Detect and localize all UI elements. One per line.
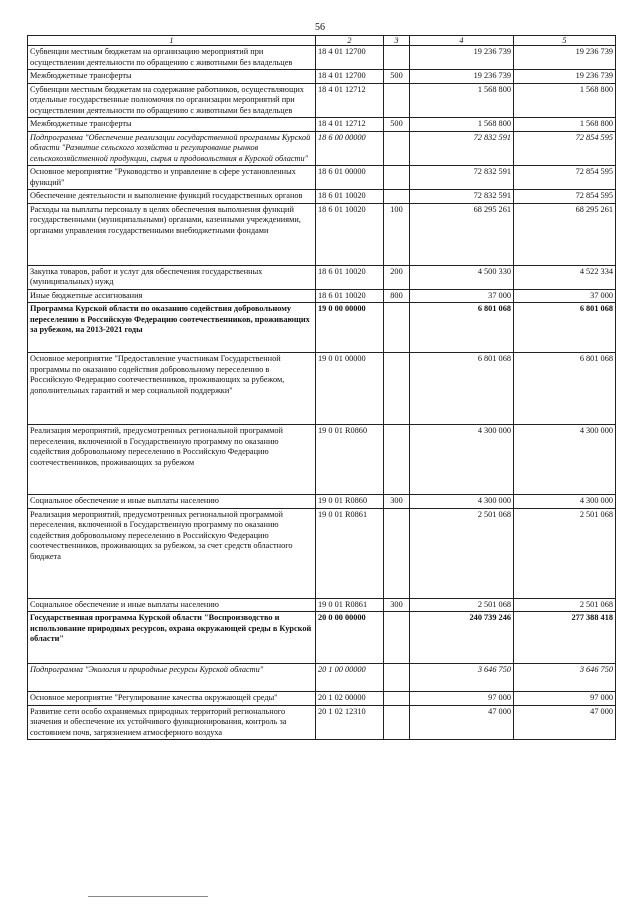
row-code: 18 4 01 12712 [316,83,384,118]
row-sum-1: 47 000 [410,705,514,740]
row-sum-2: 19 236 739 [514,70,616,84]
row-code: 20 1 00 00000 [316,664,384,692]
row-sum-1: 19 236 739 [410,46,514,70]
table-row [28,131,616,166]
table-row [28,46,616,70]
header-col-code: 2 [316,36,384,46]
row-sum-1: 2 501 068 [410,508,514,598]
row-sum-2: 72 854 595 [514,190,616,204]
row-sum-2: 68 295 261 [514,203,616,265]
row-expense-type [384,353,410,425]
row-name: Межбюджетные трансферты [28,70,316,84]
header-col-sum-1: 4 [410,36,514,46]
row-sum-1: 72 832 591 [410,166,514,190]
row-sum-2: 1 568 800 [514,118,616,132]
row-sum-1: 97 000 [410,692,514,706]
row-expense-type: 100 [384,203,410,265]
row-sum-2: 97 000 [514,692,616,706]
row-sum-2: 6 801 068 [514,303,616,353]
row-name: Основное мероприятие "Предоставление участникам Государственной программы по оказанию содействия добровольному переселению в Российскую Федерацию соотечественников, проживающих за рубежом, дополнительных гарантий и мер социальной поддержки" [28,353,316,425]
row-sum-2: 19 236 739 [514,46,616,70]
row-code: 18 6 01 10020 [316,289,384,303]
row-expense-type [384,692,410,706]
row-sum-1: 4 500 330 [410,265,514,289]
row-code: 18 6 01 00000 [316,166,384,190]
row-sum-1: 37 000 [410,289,514,303]
row-code: 18 6 00 00000 [316,131,384,166]
table-row [28,425,616,495]
row-code: 19 0 00 00000 [316,303,384,353]
row-sum-1: 6 801 068 [410,303,514,353]
row-name: Социальное обеспечение и иные выплаты населению [28,495,316,509]
row-expense-type [384,705,410,740]
row-expense-type [384,46,410,70]
table-row [28,265,616,289]
table-row [28,495,616,509]
row-name: Обеспечение деятельности и выполнение функций государственных органов [28,190,316,204]
row-sum-2: 6 801 068 [514,353,616,425]
row-sum-2: 3 646 750 [514,664,616,692]
row-expense-type: 500 [384,70,410,84]
row-expense-type: 300 [384,495,410,509]
row-sum-1: 6 801 068 [410,353,514,425]
row-sum-2: 277 388 418 [514,612,616,664]
row-sum-1: 72 832 591 [410,131,514,166]
row-sum-1: 1 568 800 [410,83,514,118]
row-name: Закупка товаров, работ и услуг для обеспечения государственных (муниципальных) нужд [28,265,316,289]
table-row [28,508,616,598]
row-sum-1: 72 832 591 [410,190,514,204]
header-col-vr: 3 [384,36,410,46]
row-sum-2: 4 522 334 [514,265,616,289]
row-name: Субвенции местным бюджетам на организацию мероприятий при осуществлении деятельности по обращению с животными без владельцев [28,46,316,70]
row-name: Расходы на выплаты персоналу в целях обеспечения выполнения функций государственными (муниципальными) органами, казенными учреждениями, органами управления государственными внебюджетными фондами [28,203,316,265]
header-col-sum-2: 5 [514,36,616,46]
row-code: 18 4 01 12712 [316,118,384,132]
row-expense-type [384,425,410,495]
row-expense-type: 800 [384,289,410,303]
table-row [28,203,616,265]
table-row [28,83,616,118]
table-row [28,118,616,132]
footer-scan-line [88,896,208,897]
row-sum-2: 4 300 000 [514,425,616,495]
row-code: 18 4 01 12700 [316,46,384,70]
row-name: Подпрограмма "Обеспечение реализации государственной программы Курской области "Развитие сельского хозяйства и регулирование рынков сельскохозяйственной продукции, сырья и продовольствия в Курской области" [28,131,316,166]
row-name: Государственная программа Курской области "Воспроизводство и использование природных ресурсов, охрана окружающей среды в Курской области" [28,612,316,664]
row-sum-2: 1 568 800 [514,83,616,118]
row-code: 18 6 01 10020 [316,190,384,204]
row-name: Межбюджетные трансферты [28,118,316,132]
row-expense-type [384,190,410,204]
row-code: 20 1 02 00000 [316,692,384,706]
table-row [28,598,616,612]
table-row [28,289,616,303]
row-sum-2: 47 000 [514,705,616,740]
row-name: Подпрограмма "Экология и природные ресурсы Курской области" [28,664,316,692]
row-sum-2: 37 000 [514,289,616,303]
row-code: 18 6 01 10020 [316,265,384,289]
row-name: Социальное обеспечение и иные выплаты населению [28,598,316,612]
row-expense-type [384,508,410,598]
row-name: Основное мероприятие "Регулирование качества окружающей среды" [28,692,316,706]
row-expense-type: 500 [384,118,410,132]
row-name: Реализация мероприятий, предусмотренных региональной программой переселения, включенной в Государственную программу по оказанию содействия добровольному переселению в Российскую Федерацию соотечественников, проживающих за рубежом [28,425,316,495]
row-expense-type [384,166,410,190]
row-code: 20 0 00 00000 [316,612,384,664]
row-sum-1: 19 236 739 [410,70,514,84]
row-sum-2: 72 854 595 [514,131,616,166]
row-code: 19 0 01 00000 [316,353,384,425]
row-sum-1: 2 501 068 [410,598,514,612]
row-name: Программа Курской области по оказанию содействия добровольному переселению в Российскую Федерацию соотечественников, проживающих за рубежом, на 2013-2021 годы [28,303,316,353]
row-name: Субвенции местным бюджетам на содержание работников, осуществляющих отдельные государственные полномочия по организации мероприятий при осуществлении деятельности по обращению с животными без владельцев [28,83,316,118]
row-code: 18 4 01 12700 [316,70,384,84]
header-col-name: 1 [28,36,316,46]
row-sum-2: 72 854 595 [514,166,616,190]
table-row [28,353,616,425]
row-sum-2: 4 300 000 [514,495,616,509]
table-row [28,303,616,353]
row-sum-1: 68 295 261 [410,203,514,265]
row-name: Развитие сети особо охраняемых природных территорий регионального значения и обеспечение их устойчивого функционирования, контроль за состоянием почв, загрязнением атмосферного воздуха [28,705,316,740]
row-sum-1: 3 646 750 [410,664,514,692]
row-expense-type: 300 [384,598,410,612]
row-code: 19 0 01 R0861 [316,598,384,612]
budget-table [27,35,616,740]
row-sum-1: 240 739 246 [410,612,514,664]
row-code: 19 0 01 R0860 [316,425,384,495]
row-name: Основное мероприятие "Руководство и управление в сфере установленных функций" [28,166,316,190]
row-expense-type: 200 [384,265,410,289]
row-sum-1: 1 568 800 [410,118,514,132]
row-expense-type [384,303,410,353]
row-code: 19 0 01 R0861 [316,508,384,598]
row-expense-type [384,83,410,118]
header-row [28,36,616,46]
row-expense-type [384,612,410,664]
table-row [28,70,616,84]
row-name: Реализация мероприятий, предусмотренных региональной программой переселения, включенной в Государственную программу по оказанию содействия добровольному переселению в Российскую Федерацию соотечественников, проживающих за рубежом, за счет средств областного бюджета [28,508,316,598]
row-sum-2: 2 501 068 [514,598,616,612]
row-expense-type [384,664,410,692]
page-number: 56 [315,22,325,33]
table-row [28,664,616,692]
table-row [28,166,616,190]
row-code: 19 0 01 R0860 [316,495,384,509]
row-code: 20 1 02 12310 [316,705,384,740]
row-sum-2: 2 501 068 [514,508,616,598]
table-row [28,612,616,664]
table-row [28,705,616,740]
row-sum-1: 4 300 000 [410,495,514,509]
table-row [28,692,616,706]
table-row [28,190,616,204]
row-code: 18 6 01 10020 [316,203,384,265]
row-name: Иные бюджетные ассигнования [28,289,316,303]
row-expense-type [384,131,410,166]
row-sum-1: 4 300 000 [410,425,514,495]
